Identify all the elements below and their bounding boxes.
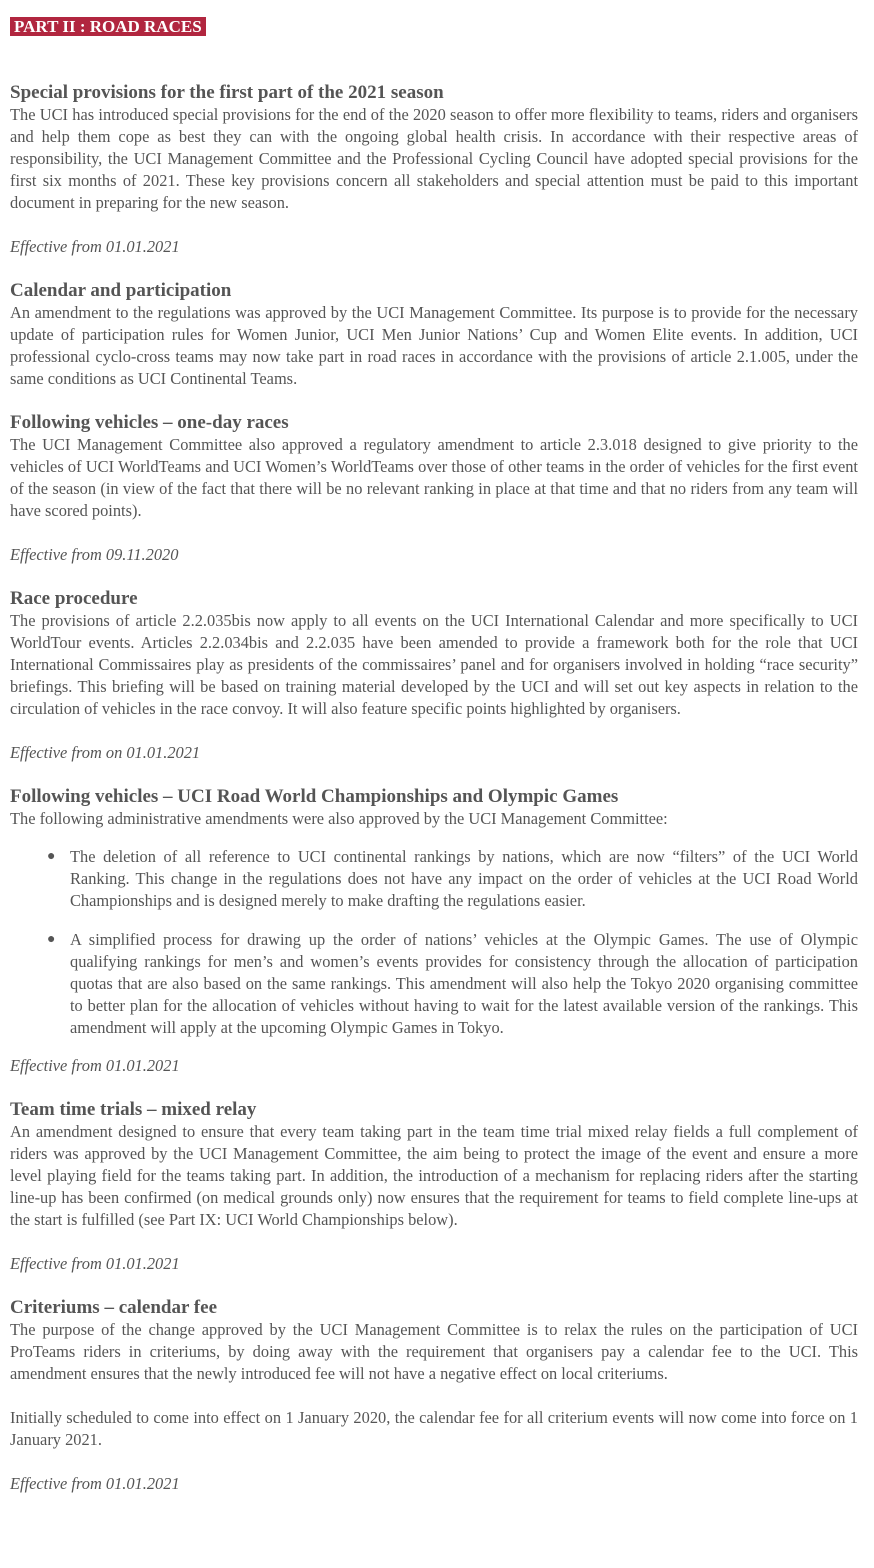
section-heading: Criteriums – calendar fee xyxy=(10,1297,218,1318)
bullet-icon: ● xyxy=(47,849,56,864)
section-paragraph: The purpose of the change approved by the UCI Management Committee is to relax the rules on the participation of UCI ProTeams riders in criteriums, by doing away with the requirement that organisers pay a calendar fee to the UCI. This amendment ensures that the newly introduced fee will not have a negative effect on local criteriums. xyxy=(10,1320,858,1383)
section-paragraph: An amendment designed to ensure that every team taking part in the team time trial mixed relay fields a full complement of riders was approved by the UCI Management Committee, the aim being to protect the image of the event and ensure a more level playing field for the teams taking part. In addition, the introduction of a mechanism for replacing riders after the starting line-up has been confirmed (on medical grounds only) now ensures that the requirement for teams to field complete line-ups at the start is fulfilled (see Part IX: UCI World Championships below). xyxy=(10,1122,858,1229)
section-paragraph: An amendment to the regulations was approved by the UCI Management Committee. Its purpose is to provide for the necessary update of participation rules for Women Junior, UCI Men Junior Nations’ Cup and Women Elite events. In addition, UCI professional cyclo-cross teams may now take part in road races in accordance with the provisions of article 2.1.005, under the same conditions as UCI Continental Teams. xyxy=(10,303,858,388)
section-heading: Calendar and participation xyxy=(10,280,232,301)
section-heading: Race procedure xyxy=(10,588,138,609)
section-heading: Following vehicles – one-day races xyxy=(10,412,289,433)
bullet-text: The deletion of all reference to UCI continental rankings by nations, which are now “filters” of the UCI World Ranking. This change in the regulations does not have any impact on the order of vehicles at the UCI Road World Championships and is designed merely to make drafting the regulations easier. xyxy=(70,847,858,910)
bullet-list xyxy=(10,846,858,1039)
bullet-icon: ● xyxy=(47,932,56,947)
effective-date: Effective from 01.01.2021 xyxy=(10,1254,180,1273)
bullet-item xyxy=(47,929,858,1039)
bullet-item xyxy=(47,846,858,912)
effective-date: Effective from 09.11.2020 xyxy=(10,545,179,564)
effective-date: Effective from 01.01.2021 xyxy=(10,237,180,256)
part-header: PART II : ROAD RACES xyxy=(10,17,206,36)
effective-date: Effective from 01.01.2021 xyxy=(10,1056,180,1075)
bullet-text: A simplified process for drawing up the order of nations’ vehicles at the Olympic Games. The use of Olympic qualifying rankings for men’s and women’s events provides for consistency through the allocation of participation quotas that are also based on the same rankings. This amendment will also help the Tokyo 2020 organising committee to better plan for the allocation of vehicles without having to wait for the latest available version of the rankings. This amendment will apply at the upcoming Olympic Games in Tokyo. xyxy=(70,930,858,1037)
section-paragraph: Initially scheduled to come into effect on 1 January 2020, the calendar fee for all criterium events will now come into force on 1 January 2021. xyxy=(10,1408,858,1449)
section-paragraph: The UCI Management Committee also approved a regulatory amendment to article 2.3.018 designed to give priority to the vehicles of UCI WorldTeams and UCI Women’s WorldTeams over those of other teams in the order of vehicles for the first event of the season (in view of the fact that there will be no relevant ranking in place at that time and that no riders from any team will have scored points). xyxy=(10,435,858,520)
section-heading: Team time trials – mixed relay xyxy=(10,1099,257,1120)
section-paragraph: The UCI has introduced special provisions for the end of the 2020 season to offer more flexibility to teams, riders and organisers and help them cope as best they can with the ongoing global health crisis. In accordance with their respective areas of responsibility, the UCI Management Committee and the Professional Cycling Council have adopted special provisions for the first six months of 2021. These key provisions concern all stakeholders and special attention must be paid to this important document in preparing for the new season. xyxy=(10,105,858,212)
section-paragraph: The provisions of article 2.2.035bis now apply to all events on the UCI International Calendar and more specifically to UCI WorldTour events. Articles 2.2.034bis and 2.2.035 have been amended to provide a framework both for the role that UCI International Commissaires play as presidents of the commissaires’ panel and for organisers involved in holding “race security” briefings. This briefing will be based on training material developed by the UCI and will set out key aspects in relation to the circulation of vehicles in the race convoy. It will also feature specific points highlighted by organisers. xyxy=(10,611,858,718)
section-heading: Following vehicles – UCI Road World Championships and Olympic Games xyxy=(10,786,619,807)
effective-date: Effective from 01.01.2021 xyxy=(10,1474,180,1493)
section-intro: The following administrative amendments were also approved by the UCI Management Committee: xyxy=(10,809,668,828)
section-heading: Special provisions for the first part of the 2021 season xyxy=(10,82,444,103)
effective-date: Effective from on 01.01.2021 xyxy=(10,743,201,762)
